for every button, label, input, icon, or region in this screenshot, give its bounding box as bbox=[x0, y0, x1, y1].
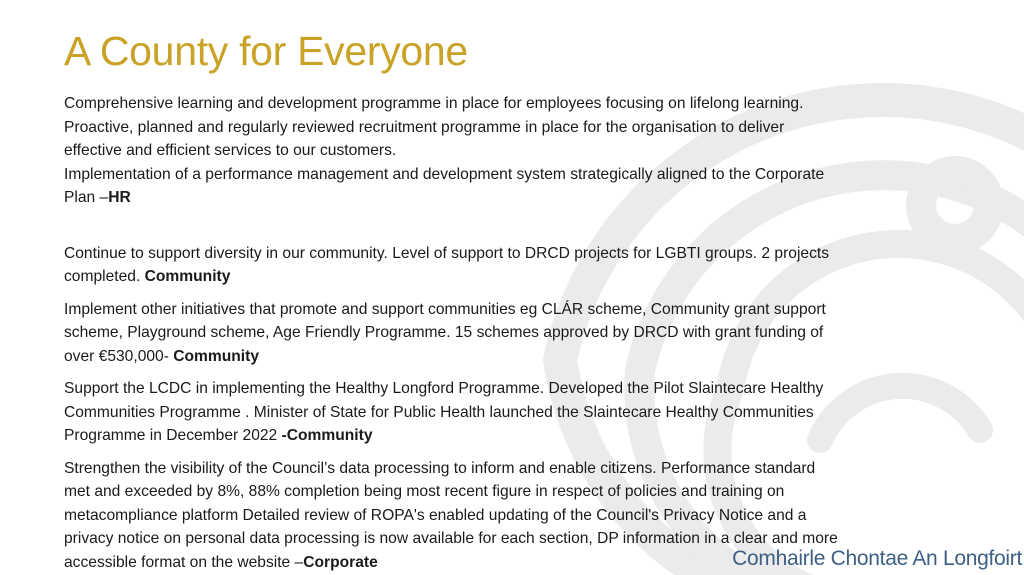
body-line bbox=[64, 345, 964, 369]
body-text: over €530,000- bbox=[64, 347, 174, 365]
body-line bbox=[64, 424, 964, 448]
body-line: Proactive, planned and regularly reviewed recruitment programme in place for the organisation to deliver bbox=[64, 118, 785, 136]
department-tag: Community bbox=[173, 347, 259, 365]
council-footer-name: Comhairle Chontae An Longfoirt bbox=[732, 547, 1022, 570]
slide-body bbox=[64, 92, 964, 574]
body-line: met and exceeded by 8%, 88% completion being most recent figure in respect of policies and training on bbox=[64, 483, 785, 500]
paragraph-initiatives bbox=[64, 298, 964, 369]
body-line bbox=[64, 186, 964, 210]
department-tag: Corporate bbox=[303, 553, 378, 571]
paragraph-diversity bbox=[64, 242, 964, 289]
body-line: Implementation of a performance management and development system strategically aligned to the Corporate bbox=[64, 165, 825, 183]
department-tag: Community bbox=[144, 268, 231, 285]
body-text: Programme in December 2022 bbox=[64, 427, 282, 444]
slide-title: A County for Everyone bbox=[64, 28, 468, 74]
body-line: Implement other initiatives that promote and support communities eg CLÁR scheme, Community grant support bbox=[64, 300, 826, 318]
body-line: effective and efficient services to our customers. bbox=[64, 142, 397, 159]
spacer bbox=[64, 210, 964, 233]
body-text: accessible format on the website – bbox=[64, 553, 304, 571]
body-line: Communities Programme . Minister of State for Public Health launched the Slaintecare Healthy Communities bbox=[64, 403, 814, 421]
paragraph-lcdc bbox=[64, 377, 964, 448]
body-text: Plan – bbox=[64, 189, 109, 206]
hr-block bbox=[64, 92, 964, 210]
body-line: scheme, Playground scheme, Age Friendly Programme. 15 schemes approved by DRCD with grant funding of bbox=[64, 324, 824, 341]
body-line: Continue to support diversity in our community. Level of support to DRCD projects for LGBTI groups. 2 projects bbox=[64, 244, 830, 262]
body-line bbox=[64, 265, 964, 289]
body-line: privacy notice on personal data processing is now available for each section, DP information in a clear and more bbox=[64, 530, 838, 547]
department-tag: -Community bbox=[281, 427, 373, 444]
body-line: Comprehensive learning and development programme in place for employees focusing on lifelong learning. bbox=[64, 95, 804, 112]
body-text: completed. bbox=[64, 268, 145, 285]
body-line: Support the LCDC in implementing the Healthy Longford Programme. Developed the Pilot Slaintecare Healthy bbox=[64, 380, 824, 397]
body-line: Strengthen the visibility of the Council’s data processing to inform and enable citizens. Performance standard bbox=[64, 459, 816, 477]
body-line: metacompliance platform Detailed review of ROPA's enabled updating of the Council's Privacy Notice and a bbox=[64, 506, 807, 524]
department-tag: HR bbox=[108, 189, 131, 206]
